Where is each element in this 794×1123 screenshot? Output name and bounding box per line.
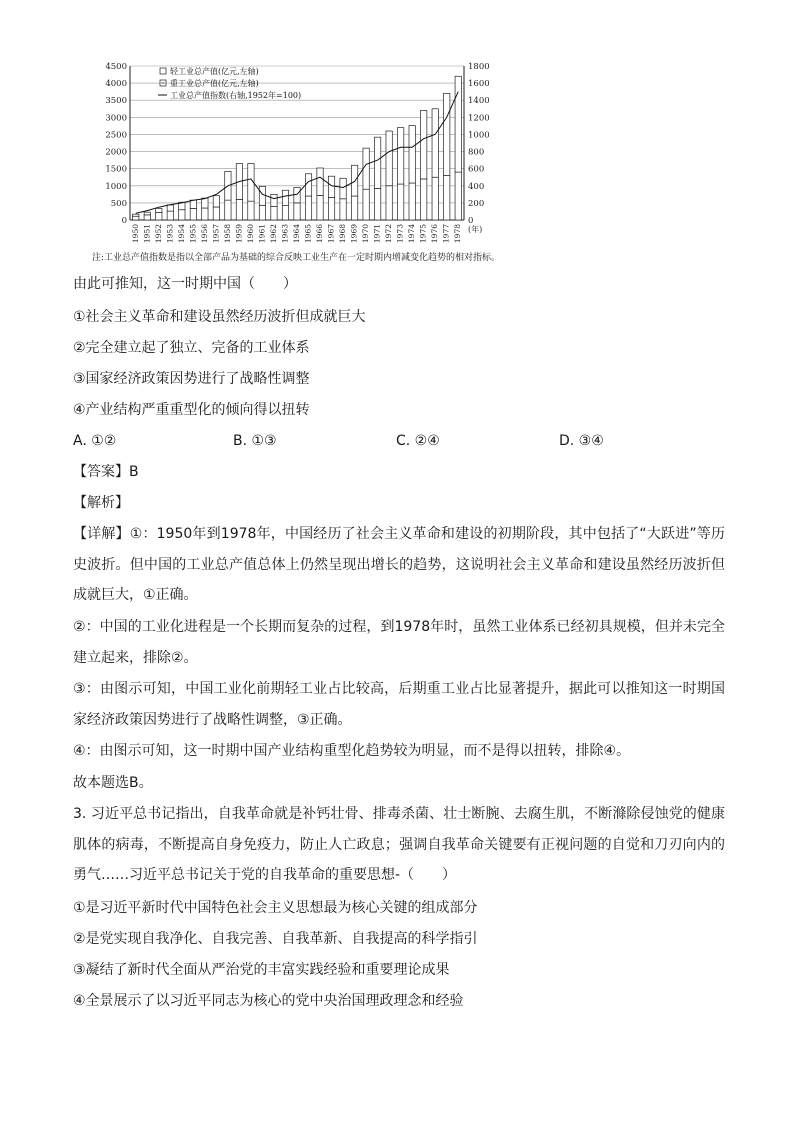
legend-swatch-light [160,68,166,74]
x-tick-label: 1971 [372,224,382,244]
bar-heavy-industry [305,174,311,196]
bar-heavy-industry [340,178,346,199]
x-tick-label: 1960 [245,224,255,244]
x-tick-label: 1956 [199,224,209,244]
bar-heavy-industry [432,109,438,177]
bar-light-industry [271,206,277,220]
bar-heavy-industry [444,93,450,175]
y-left-tick-label: 2500 [105,130,127,141]
bar-light-industry [144,215,150,220]
q3-statement-2: ②是党实现自我净化、自我完善、自我革新、自我提高的科学指引 [73,931,478,947]
y-right-tick-label: 200 [468,198,485,209]
statement-1: ①社会主义革命和建设虽然经历波折但成就巨大 [73,309,366,325]
x-tick-label: 1969 [349,224,359,244]
bar-light-industry [455,172,461,220]
answer: 【答案】B [73,464,139,480]
bar-light-industry [317,195,323,220]
bar-light-industry [340,199,346,220]
y-left-tick-label: 4500 [105,62,127,72]
bar-light-industry [386,186,392,220]
bar-light-industry [397,184,403,220]
bar-light-industry [259,205,265,220]
x-tick-label: 1974 [407,224,417,244]
x-tick-label: 1964 [292,224,301,244]
x-tick-label: 1977 [441,224,451,244]
y-left-tick-label: 500 [110,198,127,209]
option-a: A. ①② [73,433,117,449]
bar-light-industry [282,206,288,220]
bar-light-industry [328,197,334,220]
bar-heavy-industry [144,212,150,215]
bar-light-industry [190,208,196,220]
x-tick-label: 1961 [257,224,267,244]
option-c: C. ②④ [396,433,440,449]
detail-1: 【详解】①：1950年到1978年，中国经历了社会主义革命和建设的初期阶段，其中包括了“大跃进”等历史波折。但中国的工业总产值总体上仍然呈现出增长的趋势，这说明社会主义革命和建设虽然经历波折但成就巨大，①正确。 [73,526,725,603]
x-tick-label: 1955 [188,224,198,244]
x-tick-label: 1968 [338,224,348,244]
y-left-tick-label: 0 [121,216,127,226]
conclusion: 故本题选B。 [73,775,153,791]
bar-light-industry [363,189,369,220]
bar-light-industry [351,196,357,220]
analysis-title: 【解析】 [73,495,129,511]
y-right-tick-label: 1600 [468,79,490,90]
bar-heavy-industry [397,128,403,184]
legend-index: 工业总产值指数(右轴,1952年=100) [170,91,302,100]
legend-heavy-industry: 重工业总产值(亿元,左轴) [170,79,259,88]
bar-light-industry [133,216,139,220]
bar-light-industry [225,200,231,220]
x-tick-label: 1962 [268,224,278,244]
bar-heavy-industry [259,186,265,205]
bar-heavy-industry [271,194,277,206]
x-tick-label: 1975 [418,224,428,244]
q3-statement-4: ④全景展示了以习近平同志为核心的党中央治国理政理念和经验 [73,993,464,1009]
bar-heavy-industry [409,126,415,183]
x-tick-label: 1959 [234,224,244,244]
bar-heavy-industry [213,196,219,207]
x-tick-label: 1958 [222,224,232,244]
bar-light-industry [248,201,254,220]
bar-heavy-industry [167,205,173,211]
bar-heavy-industry [202,198,208,208]
x-tick-label: 1978 [453,224,463,244]
detail-3: ③：由图示可知，中国工业化前期轻工业占比较高，后期重工业占比显著提升，据此可以推知这一时期国家经济政策因势进行了战略性调整，③正确。 [73,681,725,728]
bar-heavy-industry [455,76,461,172]
detail-2: ②：中国的工业化进程是一个长期而复杂的过程，到1978年时，虽然工业体系已经初具规模，但并未完全建立起来，排除②。 [73,619,725,666]
q3-statement-3: ③凝结了新时代全面从严治党的丰富实践经验和重要理论成果 [73,962,450,978]
bar-light-industry [421,179,427,220]
x-tick-label: 1973 [395,224,405,244]
x-tick-label: 1976 [430,224,440,244]
industrial-output-chart [92,60,540,266]
x-tick-label: 1967 [326,224,336,244]
bar-heavy-industry [133,214,139,216]
bar-heavy-industry [294,187,300,202]
bar-light-industry [236,199,242,220]
q3-statement-1: ①是习近平新时代中国特色社会主义思想最为核心关键的组成部分 [73,900,478,916]
y-left-tick-label: 3000 [105,113,127,124]
bar-heavy-industry [386,131,392,186]
bar-light-industry [305,196,311,220]
x-tick-label: 1972 [384,224,394,244]
bar-light-industry [213,207,219,220]
option-d: D. ③④ [559,433,604,449]
x-tick-label: 1954 [176,224,186,244]
question-stem: 由此可推知，这一时期中国（ ） [73,276,297,292]
bar-heavy-industry [363,148,369,189]
x-tick-label: 1963 [280,224,290,244]
x-tick-label: 1951 [142,224,152,244]
bar-heavy-industry [190,200,196,208]
bar-heavy-industry [282,190,288,205]
x-tick-label: 1966 [315,224,325,244]
x-tick-label: 1952 [153,224,163,244]
y-right-tick-label: 1000 [468,130,490,141]
bar-light-industry [202,208,208,220]
y-right-tick-label: 600 [468,164,485,175]
x-tick-label: 1970 [361,224,371,244]
chart-svg [92,60,540,250]
statement-2: ②完全建立起了独立、完备的工业体系 [73,340,310,356]
bar-light-industry [374,189,380,220]
bar-heavy-industry [317,168,323,195]
x-tick-label: 1950 [130,224,140,244]
y-right-tick-label: 1400 [468,96,490,107]
bar-light-industry [179,210,185,220]
y-right-tick-label: 1800 [468,62,490,72]
x-tick-label: 1953 [165,224,175,244]
bar-heavy-industry [374,137,380,188]
statement-4: ④产业结构严重重型化的倾向得以扭转 [73,402,310,418]
bar-heavy-industry [328,176,334,197]
y-right-tick-label: 800 [468,147,485,158]
y-right-tick-label: 1200 [468,113,490,124]
bar-light-industry [294,203,300,220]
option-b: B. ①③ [233,433,277,449]
bar-light-industry [432,177,438,220]
y-left-tick-label: 1500 [105,164,127,175]
x-unit-label: (年) [468,225,483,234]
detail-4: ④：由图示可知，这一时期中国产业结构重型化趋势较为明显，而不是得以扭转，排除④。 [73,743,631,759]
y-left-tick-label: 3500 [105,96,127,107]
y-right-tick-label: 0 [468,216,474,226]
legend-light-industry: 轻工业总产值(亿元,左轴) [170,67,259,76]
chart-note: 注:工业总产值指数是指以全部产品为基础的综合反映工业生产在一定时期内增减变化趋势的相对指标。 [92,253,501,263]
x-tick-label: 1965 [303,224,313,244]
y-left-tick-label: 2000 [105,147,127,158]
y-right-tick-label: 400 [468,181,485,192]
statement-3: ③国家经济政策因势进行了战略性调整 [73,371,310,387]
y-left-tick-label: 4000 [105,79,127,90]
x-tick-label: 1957 [211,224,221,244]
bar-light-industry [444,176,450,220]
question-3-stem: 3. 习近平总书记指出，自我革命就是补钙壮骨、排毒杀菌、壮士断腕、去腐生肌，不断滌除侵蚀党的健康肌体的病毒，不断提高自身免疫力，防止人亡政息；强调自我革命关键要有正视问题的自觉和刀刃向内的勇气……习近平总书记关于党的自我革命的重要思想-（ ） [73,806,725,883]
y-left-tick-label: 1000 [105,181,127,192]
bar-heavy-industry [156,208,162,212]
bar-light-industry [156,212,162,220]
bar-light-industry [409,183,415,220]
bar-light-industry [167,211,173,220]
bar-heavy-industry [421,110,427,178]
